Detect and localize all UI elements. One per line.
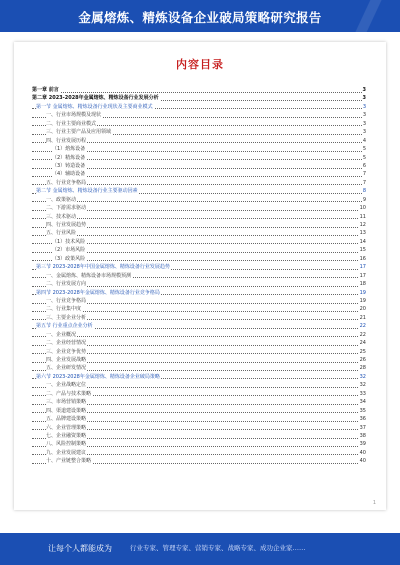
toc-entry-page: 19 bbox=[359, 289, 366, 296]
toc-entry-page: 20 bbox=[359, 306, 366, 313]
toc-entry[interactable] bbox=[32, 238, 366, 246]
toc-entry-page: 37 bbox=[359, 424, 366, 431]
toc-entry[interactable] bbox=[32, 179, 366, 187]
toc-entry-text: 一、企业战略定位 bbox=[46, 382, 87, 389]
toc-entry-page: 11 bbox=[359, 213, 366, 220]
toc-entry-text: 第一节 金属熔炼、精炼设备行业现状及主要商业模式 bbox=[36, 103, 153, 110]
toc-entry-text: 第四节 2023-2028年金属熔炼、精炼设备行业竞争格局 bbox=[36, 289, 160, 296]
toc-entry-page: 3 bbox=[362, 95, 366, 102]
toc-entry-text: （2）精炼设备 bbox=[52, 154, 86, 161]
toc-entry-page: 36 bbox=[359, 416, 366, 423]
toc-leader-dots bbox=[32, 336, 366, 337]
toc-entry[interactable] bbox=[32, 289, 366, 297]
toc-entry[interactable] bbox=[32, 398, 366, 406]
toc-entry[interactable] bbox=[32, 339, 366, 347]
toc-entry[interactable] bbox=[32, 331, 366, 339]
toc-entry-text: 五、行业风险 bbox=[46, 230, 77, 237]
toc-entry-page: 33 bbox=[359, 390, 366, 397]
toc-entry-page: 19 bbox=[359, 297, 366, 304]
toc-entry-page: 40 bbox=[359, 449, 366, 456]
toc-entry[interactable] bbox=[32, 170, 366, 178]
report-footer bbox=[0, 533, 400, 565]
toc-entry-text: 第六节 2023-2028年金属熔炼、精炼设备企业破局策略 bbox=[36, 373, 160, 380]
footer-slogan: 让每个人都能成为 bbox=[48, 544, 112, 553]
toc-entry-text: 第二章 2023-2028年金属熔炼、精炼设备行业发展分析 bbox=[32, 95, 159, 102]
toc-entry[interactable] bbox=[32, 213, 366, 221]
toc-entry-page: 16 bbox=[359, 255, 366, 262]
toc-entry[interactable] bbox=[32, 297, 366, 305]
toc-entry-page: 4 bbox=[362, 137, 366, 144]
toc-entry-text: 四、渠道建设策略 bbox=[46, 407, 87, 414]
toc-entry-text: 二、行业发展方向 bbox=[46, 281, 87, 288]
toc-entry-text: 九、企业发展建议 bbox=[46, 449, 87, 456]
toc-entry-text: 一、金属熔炼、精炼设备市场规模预测 bbox=[46, 272, 132, 279]
toc-entry[interactable] bbox=[32, 246, 366, 254]
toc-entry-page: 8 bbox=[362, 188, 366, 195]
toc-entry[interactable] bbox=[32, 263, 366, 271]
toc-entry-page: 28 bbox=[359, 365, 366, 372]
toc-entry-text: 二、行业主要商业模式 bbox=[46, 120, 97, 127]
toc-entry-text: 第三节 2023-2028年中国金属熔炼、精炼设备行业发展趋势 bbox=[36, 264, 170, 271]
toc-entry[interactable] bbox=[32, 280, 366, 288]
toc-entry[interactable] bbox=[32, 407, 366, 415]
toc-entry-text: （1）技术风险 bbox=[52, 238, 86, 245]
toc-entry-page: 32 bbox=[359, 382, 366, 389]
toc-entry-text: 三、市场营销策略 bbox=[46, 399, 87, 406]
toc-entry-text: 三、主要企业分析 bbox=[46, 314, 87, 321]
report-header bbox=[0, 0, 400, 32]
toc-entry-page: 7 bbox=[362, 171, 366, 178]
toc-entry-text: 六、企业管理策略 bbox=[46, 424, 87, 431]
toc-entry[interactable] bbox=[32, 154, 366, 162]
toc-leader-dots bbox=[32, 201, 366, 202]
toc-entry-page: 25 bbox=[359, 348, 366, 355]
toc-entry[interactable] bbox=[32, 204, 366, 212]
toc-entry-text: 第五节 行业重点企业分析 bbox=[36, 323, 93, 330]
toc-entry-text: 一、行业市场规模及现状 bbox=[46, 112, 102, 119]
toc-entry-page: 40 bbox=[359, 458, 366, 465]
toc-entry-page: 5 bbox=[362, 154, 366, 161]
toc-entry[interactable] bbox=[32, 322, 366, 330]
toc-entry[interactable] bbox=[32, 145, 366, 153]
toc-entry-text: 三、企业竞争优势 bbox=[46, 348, 87, 355]
toc-entry-text: 七、企业融资策略 bbox=[46, 432, 87, 439]
toc-leader-dots bbox=[32, 235, 366, 236]
toc-entry[interactable] bbox=[32, 348, 366, 356]
toc-entry-text: 三、技术驱动 bbox=[46, 213, 77, 220]
toc-entry-text: 一、企业概况 bbox=[46, 331, 77, 338]
toc-entry-text: （3）铸造设备 bbox=[52, 162, 86, 169]
toc-entry-page: 3 bbox=[362, 103, 366, 110]
toc-entry-text: （4）辅助设备 bbox=[52, 171, 86, 178]
toc-entry-page: 13 bbox=[359, 230, 366, 237]
toc-entry-text: 二、产品与技术策略 bbox=[46, 390, 92, 397]
toc-entry-text: 第二节 金属熔炼、精炼设备行业主要驱动因素 bbox=[36, 188, 138, 195]
toc-entry[interactable] bbox=[32, 390, 366, 398]
toc-entry[interactable] bbox=[32, 86, 366, 94]
toc-entry-text: 四、行业发展历程 bbox=[46, 137, 87, 144]
toc-entry[interactable] bbox=[32, 128, 366, 136]
toc-entry-page: 17 bbox=[359, 264, 366, 271]
toc-entry[interactable] bbox=[32, 103, 366, 111]
toc-entry-page: 39 bbox=[359, 441, 366, 448]
toc-entry-text: 十、产业链整合策略 bbox=[46, 458, 92, 465]
toc-entry[interactable] bbox=[32, 120, 366, 128]
toc-entry-page: 24 bbox=[359, 340, 366, 347]
toc-entry-text: （1）熔炼设备 bbox=[52, 146, 86, 153]
toc-entry[interactable] bbox=[32, 111, 366, 119]
toc-entry-text: 五、企业研发情况 bbox=[46, 365, 87, 372]
toc-entry-page: 9 bbox=[362, 196, 366, 203]
toc-entry[interactable] bbox=[32, 221, 366, 229]
toc-entry-text: 三、行业主要产品及应用领域 bbox=[46, 129, 112, 136]
toc-entry-page: 3 bbox=[362, 120, 366, 127]
toc-leader-dots bbox=[32, 218, 366, 219]
toc-entry-page: 12 bbox=[359, 222, 366, 228]
toc-entry-text: 一、行业竞争格局 bbox=[46, 297, 87, 304]
toc-entry[interactable] bbox=[32, 187, 366, 195]
toc-entry[interactable] bbox=[32, 94, 366, 102]
toc-entry[interactable] bbox=[32, 364, 366, 372]
toc-entry[interactable] bbox=[32, 162, 366, 170]
toc-entry-text: 二、行业集中度 bbox=[46, 306, 82, 313]
toc-entry-page: 10 bbox=[359, 205, 366, 212]
toc-entry-page: 22 bbox=[359, 323, 366, 330]
toc-entry[interactable] bbox=[32, 449, 366, 457]
toc-entry-text: 二、企业经营情况 bbox=[46, 340, 87, 347]
toc-entry[interactable] bbox=[32, 381, 366, 389]
toc-entry-text: 第一章 前言 bbox=[32, 87, 59, 93]
toc-entry-page: 3 bbox=[362, 129, 366, 136]
toc-entry-page: 18 bbox=[359, 281, 366, 288]
toc-entry-page: 14 bbox=[359, 238, 366, 245]
toc-entry-page: 15 bbox=[359, 247, 366, 254]
toc-entry-page: 34 bbox=[359, 399, 366, 406]
toc-entry-page: 3 bbox=[362, 87, 366, 93]
toc-entry[interactable] bbox=[32, 229, 366, 237]
report-title: 金属熔炼、精炼设备企业破局策略研究报告 bbox=[78, 10, 322, 25]
toc-entry-text: 四、行业发展趋势 bbox=[46, 222, 87, 228]
toc-entry-text: 四、企业发展战略 bbox=[46, 357, 87, 363]
toc-entry-page: 32 bbox=[359, 373, 366, 380]
toc-entry-text: 一、政策驱动 bbox=[46, 196, 77, 203]
toc-entry[interactable] bbox=[32, 424, 366, 432]
toc-entry[interactable] bbox=[32, 305, 366, 313]
toc-entry-page: 26 bbox=[359, 357, 366, 363]
table-of-contents bbox=[32, 86, 366, 466]
page-number: 1 bbox=[372, 500, 376, 506]
footer-roles: 行业专家、管理专家、营销专家、战略专家、成功企业家…… bbox=[130, 544, 306, 552]
toc-heading: 内容目录 bbox=[176, 58, 224, 71]
document-page bbox=[14, 42, 386, 510]
toc-entry-text: 八、风险控制策略 bbox=[46, 441, 87, 448]
toc-entry-page: 35 bbox=[359, 407, 366, 414]
toc-entry-text: （3）政策风险 bbox=[52, 255, 86, 262]
toc-entry[interactable] bbox=[32, 255, 366, 263]
toc-entry[interactable] bbox=[32, 432, 366, 440]
toc-entry-page: 17 bbox=[359, 272, 366, 279]
toc-entry[interactable] bbox=[32, 272, 366, 280]
toc-entry-text: 五、行业竞争格局 bbox=[46, 179, 87, 186]
toc-entry-page: 38 bbox=[359, 432, 366, 439]
toc-entry[interactable] bbox=[32, 356, 366, 364]
toc-entry-page: 22 bbox=[359, 331, 366, 338]
toc-entry[interactable] bbox=[32, 314, 366, 322]
toc-entry[interactable] bbox=[32, 373, 366, 381]
toc-entry-text: 二、下游需求驱动 bbox=[46, 205, 87, 212]
toc-entry[interactable] bbox=[32, 137, 366, 145]
toc-entry-page: 7 bbox=[362, 179, 366, 186]
toc-entry-text: （2）市场风险 bbox=[52, 247, 86, 254]
toc-entry-page: 3 bbox=[362, 112, 366, 119]
toc-entry-text: 五、品牌建设策略 bbox=[46, 416, 87, 423]
toc-entry-page: 6 bbox=[362, 162, 366, 169]
toc-entry[interactable] bbox=[32, 457, 366, 465]
toc-leader-dots bbox=[32, 311, 366, 312]
toc-entry[interactable] bbox=[32, 440, 366, 448]
toc-leader-dots bbox=[32, 92, 366, 93]
toc-entry[interactable] bbox=[32, 415, 366, 423]
toc-entry-page: 5 bbox=[362, 146, 366, 153]
toc-entry[interactable] bbox=[32, 196, 366, 204]
toc-entry-page: 21 bbox=[359, 314, 366, 321]
